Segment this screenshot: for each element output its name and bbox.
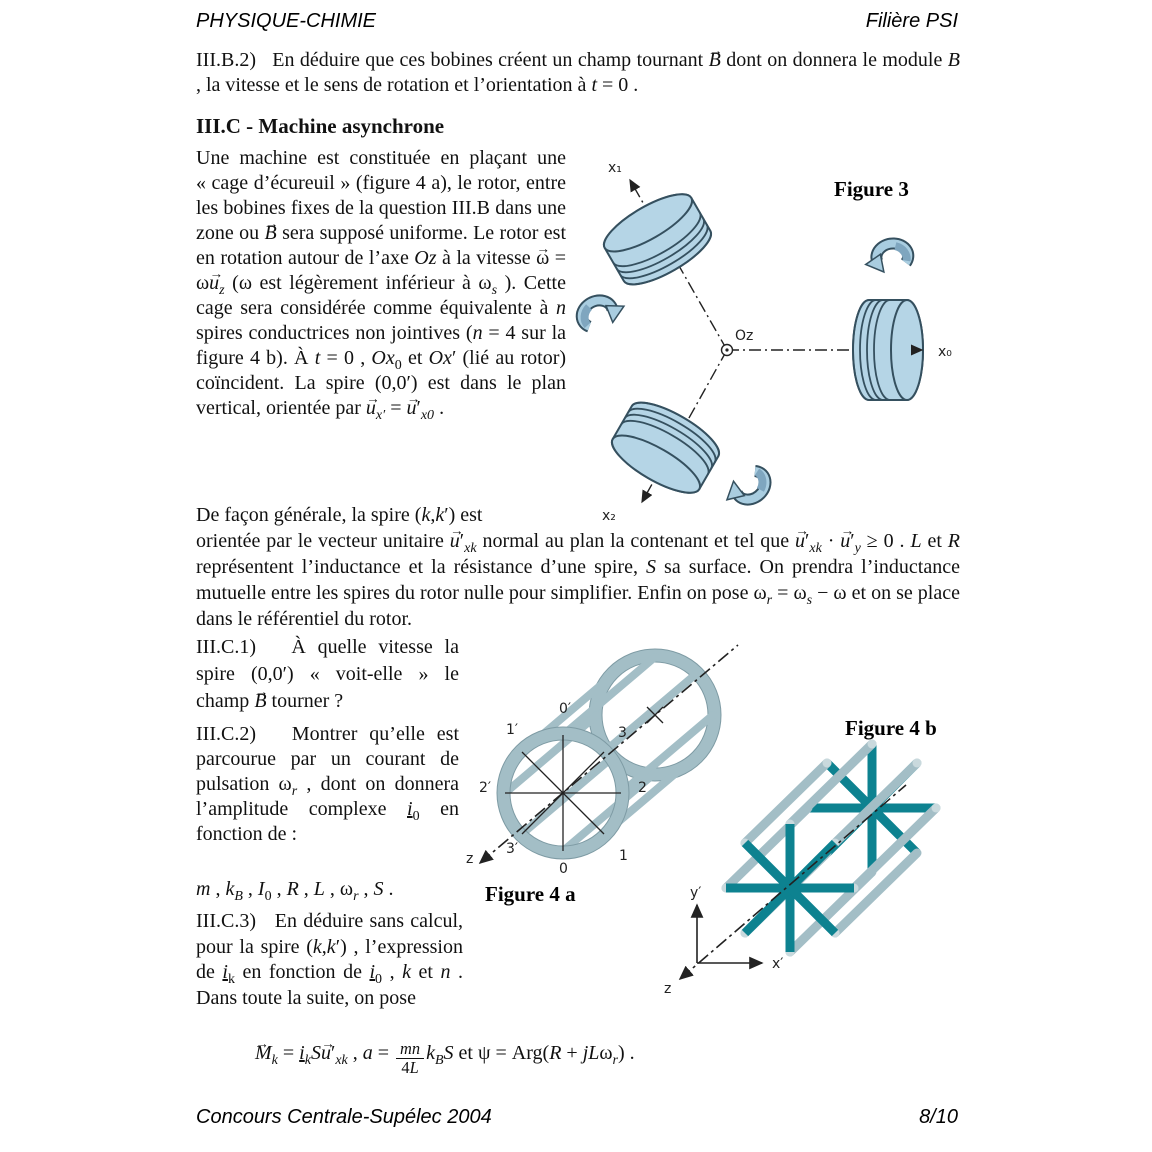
paragraph-general-a: De façon générale, la spire (k,k′) est — [196, 504, 483, 526]
header-left-title: PHYSIQUE-CHIMIE — [196, 10, 377, 32]
coil-x1 — [597, 184, 719, 295]
origin-oz-dot — [725, 348, 728, 351]
figure4a-caption: Figure 4 a — [485, 882, 576, 906]
origin-oz-label: Oz — [735, 328, 754, 344]
axis-label-x1: x₁ — [608, 160, 622, 176]
axis-label-x0: x₀ — [938, 344, 952, 360]
axis-label-yprime: y′ — [690, 885, 702, 901]
figure3-canvas — [556, 140, 980, 530]
figure4a-cage — [466, 645, 738, 906]
loop-label-2: 2 — [638, 780, 647, 796]
footer-left-text: Concours Centrale-Supélec 2004 — [196, 1106, 492, 1128]
paragraph-iiib2: III.B.2) En déduire que ces bobines créent un champ tournant → B dont on donnera le module B , la vitesse et le sens de rotation et l’orientation à t = 0 . — [196, 48, 960, 98]
loop-label-0p: 0′ — [559, 701, 572, 717]
axis-label-z-4b: z — [664, 981, 672, 997]
formula-mk: → $M_k = i_kS\to u'_{xk}$ , a = $\frac{mn}{4L}$ $k_BS$ et ψ = Arg(R + jLω$_r$) . — [255, 1040, 895, 1076]
figure4-canvas — [450, 635, 1010, 1065]
front-star — [726, 824, 854, 952]
section-heading-iiic: III.C - Machine asynchrone — [196, 114, 445, 138]
axis-label-z-4a: z — [466, 851, 474, 867]
loop-label-2p: 2′ — [479, 780, 492, 796]
stator-coils — [597, 184, 923, 503]
figure3-caption: Figure 3 — [834, 177, 909, 201]
paragraph-iiic-intro: Une machine est constituée en plaçant une « cage d’écureuil » (figure 4 a), le rotor, entre les bobines fixes de la question III.B dans une zone ou → B sera supposé uniforme. Le rotor est en rotation autour de l’axe Oz à la vitesse → $\omega = \omega\to u_z$ (ω est légèrement inférieur à $\omega_s$ ). Cette cage sera considérée comme équivalente à n spires conductrices non jointives (n = 4 sur la figure 4 b). À t = 0 , $Ox_0$ et Ox′ (lié au rotor) coïncident. La spire (0,0′) est dans le plan vertical, orientée par → $u_{x'}$ = → $u'_{x0}$ . — [196, 146, 566, 421]
rotation-arrow-coil-x0 — [863, 241, 910, 274]
footer-page-number: 8/10 — [919, 1106, 958, 1128]
paragraph-iiic3: III.C.3) En déduire sans calcul, pour la spire (k,k′) , l’expression de $i_k$ en fonction de $i_0$ , k et n . Dans toute la suite, on pose — [196, 910, 464, 1009]
paragraph-general-b: orientée par le vecteur unitaire → $u'_{xk}$ normal au plan la contenant et tel que → $u'_{xk}$ · → $u'_y \ge 0$ . L et R représentent l’inductance et la résistance d’une spire, S sa surface. On prendra l’inductance mutuelle entre les spires du rotor nulle pour simplifier. Enfin on pose $\omega_r = \omega_s - \omega$ et on se place dans le référentiel du rotor. — [196, 528, 960, 632]
loop-label-3p: 3′ — [506, 841, 519, 857]
rotation-arrow-coil-x2 — [720, 464, 771, 513]
paragraph-iiic2: III.C.2) Montrer qu’elle est parcourue par un courant de pulsation $\omega_r$ , dont on donnera l’amplitude complexe $i_0$ en fonction de : — [196, 723, 459, 845]
axis-label-x2: x₂ — [602, 508, 616, 524]
loop-label-3: 3 — [618, 725, 627, 741]
reference-frame — [697, 905, 762, 963]
loop-label-1: 1 — [619, 848, 628, 864]
symbols-list: m , $k_B$ , $I_0$ , R , L , $\omega_r$ , S . — [196, 878, 394, 904]
loop-label-1p: 1′ — [506, 722, 519, 738]
paragraph-iiic1: III.C.1) À quelle vitesse la spire (0,0′) « voit-elle » le champ → B tourner ? — [196, 634, 459, 715]
axis-label-xprime: x′ — [772, 956, 784, 972]
header-right-title: Filière PSI — [865, 10, 958, 32]
rotation-arrow-coil-x1 — [577, 291, 628, 334]
loop-label-0: 0 — [559, 861, 568, 877]
figure4b-caption: Figure 4 b — [845, 716, 937, 740]
coil-x2 — [605, 392, 727, 503]
